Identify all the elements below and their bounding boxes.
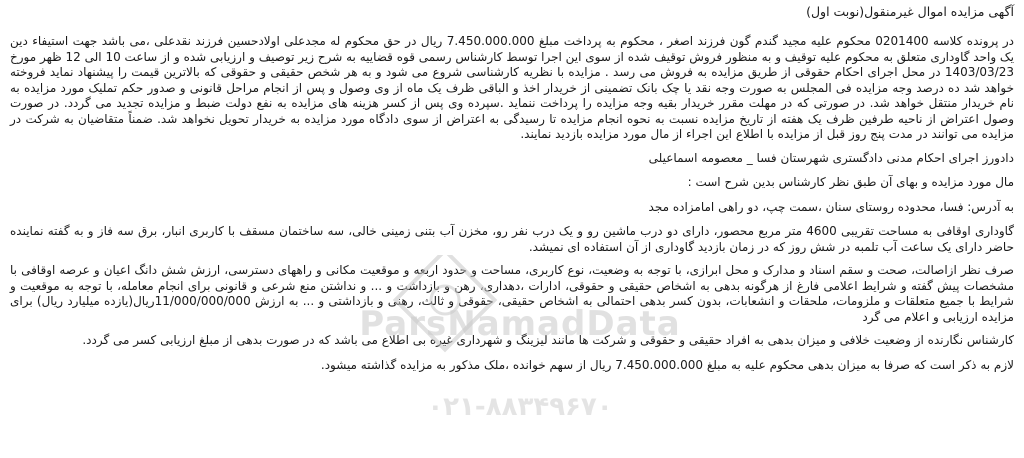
paragraph-expert-disclaimer: کارشناس نگارنده از وضعیت خلافی و میزان بدهی به افراد حقیقی و حقوقی و شرکت ها مانند لیزینگ و شهرداری غیره بی اطلاع می باشد که در صورت بدهی از مبلغ ارزیابی کسر می گردد. [82, 333, 1014, 347]
paragraph-address: به آدرس: فسا، محدوده روستای سنان ،سمت چپ، دو راهی امامزاده مجد [648, 199, 1014, 214]
paragraph-valuation: صرف نظر ازاصالت، صحت و سقم اسناد و مدارک و محل ابرازی، با توجه به وضعیت، نوع کاربری، مساحت و حدود اربعه و موقعیت مکانی و راههای دسترسی، ارزش شش دانگ اعیان و عرصه اوقافی با مشخصات پیش گفته و شرایط اعلامی فارغ از هرگونه بدهی به اشخاص حقیقی و حقوقی، ادارات ،دهداری، رهن و بازداشت و ... و نداشتن منع شرعی و قانونی برای انجام معامله، با توجه به موقعیت و شرایط با جمیع متعلقات و ملزومات، ملحقات و انشعابات، بدون کسر بدهی احتمالی به اشخاص حقیقی، حقوقی و ثالث، رهنی و بازداشتی و ... به ارزش 11/000/000/000ریال(یازده میلیارد ریال) برای مزایده ارزیابی و اعلام می گرد [10, 263, 1014, 324]
paragraph-property-description: گاوداری اوقافی به مساحت تقریبی 4600 متر مربع محصور، دارای دو درب ماشین رو و یک درب نفر رو، مخزن آب بتنی زمینی خالی، سه ساختمان مسقف با کاربری انبار، برق سه فاز و به گفته نماینده حاضر دارای یک ساعت آب تلمبه در شش روز که در زمان بازدید گاوداری از آن استفاده ای نمیشد. [10, 224, 1014, 254]
watermark-brand: ParsNamadData [359, 304, 681, 344]
paragraph-debt-note: لازم به ذکر است که صرفا به میزان بدهی محکوم علیه به مبلغ 7.450.000.000 ریال از سهم خوانده ،ملک مذکور به مزایده گذاشته میشود. [320, 357, 1014, 372]
watermark-phone: ۰۲۱-۸۸۳۴۹۶۷۰ [427, 392, 613, 422]
paragraph-property-intro: مال مورد مزایده و بهای آن طبق نظر کارشناس بدین شرح است : [687, 175, 1014, 189]
paragraph-officer: دادورز اجرای احکام مدنی دادگستری شهرستان فسا _ معصومه اسماعیلی [648, 150, 1014, 165]
paragraph-case-details: در پرونده کلاسه 0201400 محکوم علیه مجید گندم گون فرزند اصغر ، محکوم به پرداخت مبلغ 7.450.000.000 ریال در حق محکوم له مجدعلی اولادحسین فرزند نقدعلی ،می باشد جهت استیفاء دین یک واحد گاوداری متعلق به محکوم علیه توقیف و به منظور فروش توقیف شده از سوی این اجرا توسط کارشناس رسمی قوه قضاییه به شرح زیر توصیف و ارزیابی شده و از ساعت 10 الی 12 ظهر مورخ 1403/03/23 در محل اجرای احکام حقوقی از طریق مزایده به فروش می رسد . مزایده با نظریه کارشناسی شروع می شود و به هر شخص حقیقی و حقوقی که بالاترین قیمت را پیشنهاد نماید فروخته خواهد شد ده درصد وجه مزایده فی المجلس به صورت وجه نقد یا چک بانک تضمینی از خریدار اخذ و الباقی ظرف یک ماه از وی وصول و پس از انجام مراحل قانونی و صدور حکم تملیک مورد مزایده به نام خریدار منتقل خواهد شد. در صورتی که در مهلت مقرر خریدار بقیه وجه مزایده را پرداخت ننماید .سپرده وی پس از کسر هزینه های مزایده به نفع دولت ضبط و مزایده تجدید می گردد. در صورت وصول اعتراض از ناحیه طرفین ظرف یک هفته از تاریخ مزایده نسبت به نحوه انجام مزایده تا رسیدگی به اعتراض از سوی دادگاه مورد مزایده به خریدار تحویل نخواهد شد. ضمناً متقاضیان به شرکت در مزایده می توانند در مدت پنج روز قبل از مزایده با اطلاع این اجراء از مال مورد مزایده بازدید نمایند. [10, 34, 1015, 141]
notice-title: آگهی مزایده اموال غیرمنقول(نوبت اول) [806, 4, 1014, 19]
